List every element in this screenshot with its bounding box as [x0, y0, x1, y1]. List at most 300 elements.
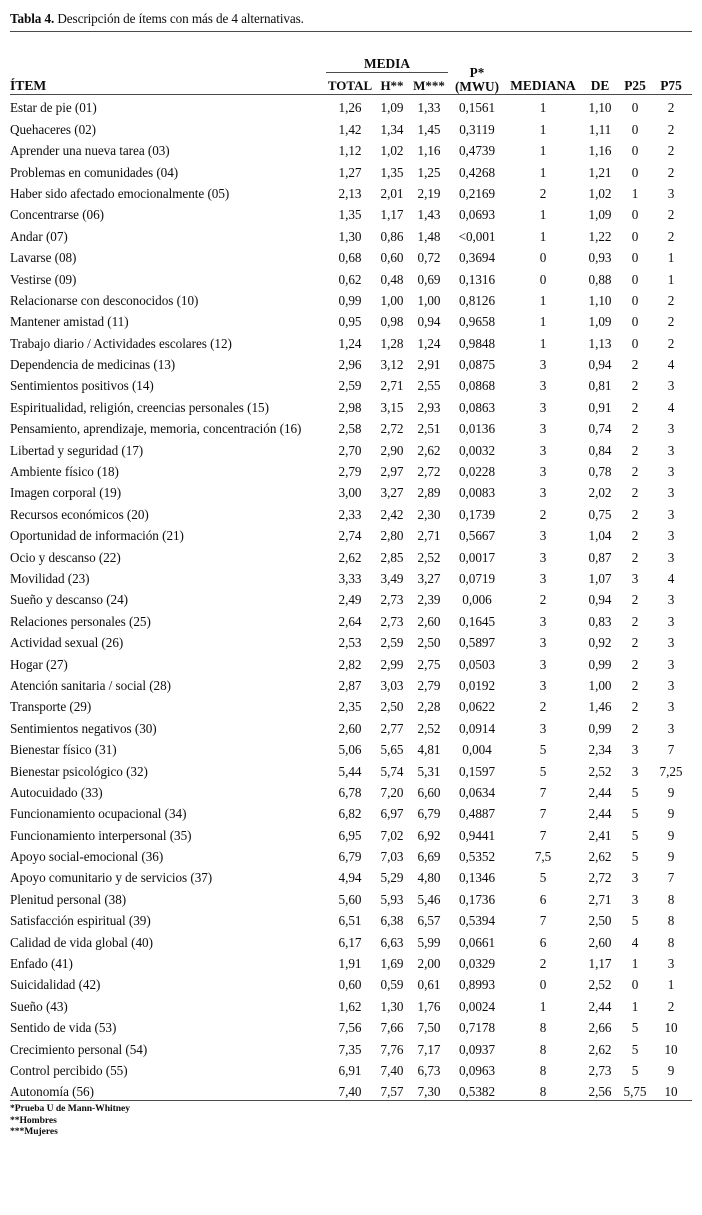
cell-p75: 3	[667, 378, 675, 394]
cell-p: 0,1645	[459, 613, 495, 629]
cell-item-label: Oportunidad de información (21)	[10, 528, 184, 544]
cell-item-label: Aprender una nueva tarea (03)	[10, 143, 170, 159]
cell-item-label: Mantener amistad (11)	[10, 314, 129, 330]
cell-p: 0,5897	[459, 635, 495, 651]
cell-item-label: Suicidalidad (42)	[10, 977, 101, 993]
cell-h: 1,69	[380, 956, 404, 972]
cell-m: 6,57	[417, 913, 441, 929]
table-row	[10, 630, 692, 651]
cell-m: 6,60	[417, 784, 441, 800]
cell-h: 2,73	[380, 613, 404, 629]
cell-de: 2,52	[588, 763, 612, 779]
cell-p: 0,8993	[459, 977, 495, 993]
cell-m: 0,61	[417, 977, 441, 993]
cell-m: 2,50	[417, 635, 441, 651]
cell-total: 2,60	[338, 720, 362, 736]
cell-mediana: 1	[539, 335, 547, 351]
cell-total: 1,62	[338, 998, 362, 1014]
table-row	[10, 288, 692, 309]
cell-p25: 2	[631, 656, 639, 672]
cell-item-label: Transporte (29)	[10, 699, 92, 715]
cell-item-label: Calidad de vida global (40)	[10, 934, 153, 950]
table-row	[10, 886, 692, 907]
table-row	[10, 822, 692, 843]
cell-p: 0,8126	[459, 292, 495, 308]
cell-mediana: 1	[539, 228, 547, 244]
items-description-table	[10, 32, 692, 94]
column-header-mediana: MEDIANA	[510, 78, 576, 93]
cell-m: 6,92	[417, 827, 441, 843]
cell-p: 0,2169	[459, 185, 495, 201]
cell-p25: 2	[631, 421, 639, 437]
cell-p25: 1	[631, 998, 639, 1014]
table-row	[10, 651, 692, 672]
cell-p25: 0	[631, 100, 639, 116]
cell-h: 1,30	[380, 998, 404, 1014]
cell-p75: 2	[667, 314, 675, 330]
cell-p25: 5	[631, 1020, 639, 1036]
cell-p75: 2	[667, 998, 675, 1014]
cell-mediana: 8	[539, 1084, 547, 1100]
cell-h: 1,00	[380, 292, 404, 308]
cell-item-label: Crecimiento personal (54)	[10, 1041, 148, 1057]
cell-p75: 3	[667, 613, 675, 629]
cell-de: 2,73	[588, 1062, 612, 1078]
cell-mediana: 0	[539, 271, 547, 287]
cell-h: 1,35	[380, 164, 404, 180]
cell-p: 0,9658	[459, 314, 495, 330]
cell-mediana: 1	[539, 100, 547, 116]
cell-p: 0,0503	[459, 656, 495, 672]
table-row	[10, 202, 692, 223]
cell-h: 5,93	[380, 891, 404, 907]
cell-m: 1,43	[417, 207, 441, 223]
cell-m: 2,39	[417, 592, 441, 608]
cell-item-label: Libertad y seguridad (17)	[10, 442, 144, 458]
cell-p25: 2	[631, 720, 639, 736]
table-row	[10, 416, 692, 437]
cell-p75: 3	[667, 464, 675, 480]
cell-item-label: Lavarse (08)	[10, 250, 77, 266]
cell-mediana: 1	[539, 998, 547, 1014]
cell-mediana: 7	[539, 913, 547, 929]
cell-h: 3,03	[380, 677, 404, 693]
table-row	[10, 266, 692, 287]
cell-h: 1,28	[380, 335, 404, 351]
cell-total: 0,60	[338, 977, 362, 993]
cell-mediana: 3	[539, 635, 547, 651]
cell-p: 0,1561	[459, 100, 495, 116]
cell-item-label: Autocuidado (33)	[10, 784, 103, 800]
cell-p: 0,4887	[459, 806, 495, 822]
cell-h: 0,60	[380, 250, 404, 266]
cell-item-label: Control percibido (55)	[10, 1062, 128, 1078]
cell-mediana: 3	[539, 570, 547, 586]
column-header-p-mwu	[448, 32, 506, 94]
cell-de: 1,09	[588, 314, 612, 330]
cell-p25: 5	[631, 849, 639, 865]
cell-p: 0,0868	[459, 378, 495, 394]
cell-item-label: Ocio y descanso (22)	[10, 549, 121, 565]
cell-p75: 2	[667, 143, 675, 159]
cell-total: 2,53	[338, 635, 362, 651]
cell-h: 0,59	[380, 977, 404, 993]
cell-total: 0,99	[338, 292, 362, 308]
cell-p: 0,0963	[459, 1062, 495, 1078]
table-row	[10, 758, 692, 779]
cell-p75: 3	[667, 185, 675, 201]
cell-m: 2,51	[417, 421, 441, 437]
cell-mediana: 7	[539, 806, 547, 822]
cell-de: 2,72	[588, 870, 612, 886]
cell-m: 2,72	[417, 464, 441, 480]
cell-de: 0,88	[588, 271, 612, 287]
cell-de: 1,07	[588, 570, 612, 586]
cell-h: 2,77	[380, 720, 404, 736]
cell-de: 2,44	[588, 806, 612, 822]
cell-item-label: Bienestar psicológico (32)	[10, 763, 148, 779]
cell-p75: 7	[667, 870, 675, 886]
cell-de: 1,00	[588, 677, 612, 693]
cell-mediana: 3	[539, 656, 547, 672]
cell-p: 0,0875	[459, 357, 495, 373]
cell-m: 3,27	[417, 570, 441, 586]
table-row	[10, 544, 692, 565]
cell-p25: 0	[631, 250, 639, 266]
cell-p: 0,1597	[459, 763, 495, 779]
cell-p25: 0	[631, 143, 639, 159]
cell-p75: 3	[667, 677, 675, 693]
cell-p25: 2	[631, 592, 639, 608]
cell-p75: 7,25	[659, 763, 683, 779]
cell-m: 2,28	[417, 699, 441, 715]
cell-de: 1,10	[588, 292, 612, 308]
cell-m: 2,89	[417, 485, 441, 501]
cell-p25: 2	[631, 378, 639, 394]
cell-m: 1,48	[417, 228, 441, 244]
cell-h: 2,71	[380, 378, 404, 394]
table-caption	[10, 0, 692, 31]
cell-p75: 9	[667, 1062, 675, 1078]
cell-h: 2,85	[380, 549, 404, 565]
cell-m: 7,17	[417, 1041, 441, 1057]
cell-m: 2,52	[417, 720, 441, 736]
table-row	[10, 587, 692, 608]
cell-mediana: 1	[539, 121, 547, 137]
cell-h: 6,38	[380, 913, 404, 929]
cell-p25: 3	[631, 763, 639, 779]
cell-de: 0,74	[588, 421, 612, 437]
cell-total: 2,62	[338, 549, 362, 565]
table-row	[10, 673, 692, 694]
cell-p25: 2	[631, 549, 639, 565]
cell-p25: 2	[631, 699, 639, 715]
cell-h: 2,99	[380, 656, 404, 672]
cell-p25: 5	[631, 827, 639, 843]
cell-de: 1,09	[588, 207, 612, 223]
cell-total: 3,33	[338, 570, 362, 586]
cell-mediana: 7	[539, 784, 547, 800]
cell-item-label: Enfado (41)	[10, 956, 73, 972]
cell-m: 4,80	[417, 870, 441, 886]
cell-mediana: 3	[539, 528, 547, 544]
cell-mediana: 2	[539, 185, 547, 201]
cell-h: 2,42	[380, 506, 404, 522]
cell-de: 0,91	[588, 399, 612, 415]
cell-p: 0,7178	[459, 1020, 495, 1036]
cell-h: 7,40	[380, 1062, 404, 1078]
cell-total: 7,35	[338, 1041, 362, 1057]
cell-p25: 3	[631, 742, 639, 758]
cell-de: 0,84	[588, 442, 612, 458]
table-row	[10, 373, 692, 394]
cell-item-label: Andar (07)	[10, 228, 68, 244]
cell-p75: 2	[667, 121, 675, 137]
table-row	[10, 1079, 692, 1100]
cell-h: 2,01	[380, 185, 404, 201]
cell-h: 7,66	[380, 1020, 404, 1036]
cell-de: 0,99	[588, 656, 612, 672]
cell-p: 0,004	[462, 742, 492, 758]
cell-de: 0,75	[588, 506, 612, 522]
cell-m: 2,30	[417, 506, 441, 522]
cell-de: 2,44	[588, 998, 612, 1014]
column-header-hombres: H**	[380, 78, 404, 93]
cell-total: 1,12	[338, 143, 362, 159]
cell-mediana: 1	[539, 314, 547, 330]
cell-item-label: Espiritualidad, religión, creencias personales (15)	[10, 399, 269, 415]
cell-de: 2,71	[588, 891, 612, 907]
cell-total: 1,91	[338, 956, 362, 972]
cell-h: 7,02	[380, 827, 404, 843]
cell-p25: 1	[631, 956, 639, 972]
cell-h: 2,59	[380, 635, 404, 651]
cell-total: 1,30	[338, 228, 362, 244]
cell-de: 1,46	[588, 699, 612, 715]
table-body	[10, 95, 692, 1100]
cell-p25: 1	[631, 185, 639, 201]
table-row	[10, 116, 692, 137]
cell-m: 6,73	[417, 1062, 441, 1078]
cell-p75: 9	[667, 827, 675, 843]
cell-p: 0,0661	[459, 934, 495, 950]
cell-total: 1,35	[338, 207, 362, 223]
table-row	[10, 501, 692, 522]
cell-p75: 3	[667, 528, 675, 544]
cell-h: 6,97	[380, 806, 404, 822]
cell-p75: 2	[667, 164, 675, 180]
cell-m: 0,72	[417, 250, 441, 266]
cell-item-label: Pensamiento, aprendizaje, memoria, concentración (16)	[10, 421, 302, 437]
cell-de: 1,02	[588, 185, 612, 201]
table-row	[10, 801, 692, 822]
cell-de: 0,87	[588, 549, 612, 565]
cell-h: 3,27	[380, 485, 404, 501]
cell-de: 2,44	[588, 784, 612, 800]
table-row	[10, 929, 692, 950]
cell-item-label: Sentimientos negativos (30)	[10, 720, 157, 736]
table-row	[10, 993, 692, 1014]
cell-p: 0,4268	[459, 164, 495, 180]
cell-de: 0,92	[588, 635, 612, 651]
cell-h: 7,03	[380, 849, 404, 865]
cell-h: 2,73	[380, 592, 404, 608]
table-row	[10, 352, 692, 373]
cell-mediana: 3	[539, 357, 547, 373]
cell-p75: 3	[667, 956, 675, 972]
cell-p: 0,3694	[459, 250, 495, 266]
cell-item-label: Funcionamiento interpersonal (35)	[10, 827, 192, 843]
cell-h: 7,20	[380, 784, 404, 800]
column-header-p-line1: P*	[469, 65, 485, 80]
cell-p25: 0	[631, 121, 639, 137]
cell-p: 0,5352	[459, 849, 495, 865]
cell-mediana: 2	[539, 592, 547, 608]
cell-de: 2,02	[588, 485, 612, 501]
cell-p: 0,006	[462, 592, 492, 608]
cell-p25: 2	[631, 528, 639, 544]
cell-item-label: Imagen corporal (19)	[10, 485, 122, 501]
cell-total: 1,27	[338, 164, 362, 180]
cell-total: 2,82	[338, 656, 362, 672]
cell-m: 1,76	[417, 998, 441, 1014]
column-header-p75: P75	[660, 78, 682, 93]
cell-item-label: Dependencia de medicinas (13)	[10, 357, 176, 373]
cell-p25: 4	[631, 934, 639, 950]
cell-mediana: 7,5	[534, 849, 552, 865]
cell-item-label: Recursos económicos (20)	[10, 506, 149, 522]
cell-p: 0,0024	[459, 998, 495, 1014]
cell-h: 3,49	[380, 570, 404, 586]
cell-p25: 2	[631, 677, 639, 693]
cell-de: 1,16	[588, 143, 612, 159]
cell-de: 2,52	[588, 977, 612, 993]
table-row	[10, 715, 692, 736]
cell-p: 0,5394	[459, 913, 495, 929]
cell-h: 1,09	[380, 100, 404, 116]
cell-total: 2,35	[338, 699, 362, 715]
cell-de: 0,93	[588, 250, 612, 266]
cell-p75: 1	[667, 250, 675, 266]
cell-mediana: 1	[539, 143, 547, 159]
cell-m: 6,69	[417, 849, 441, 865]
table-caption-label: Tabla 4.	[10, 11, 55, 26]
cell-h: 2,97	[380, 464, 404, 480]
cell-item-label: Relacionarse con desconocidos (10)	[10, 292, 199, 308]
cell-p: 0,0136	[459, 421, 495, 437]
cell-m: 1,33	[417, 100, 441, 116]
cell-p: 0,5667	[459, 528, 495, 544]
cell-mediana: 3	[539, 464, 547, 480]
cell-de: 2,62	[588, 849, 612, 865]
cell-m: 2,91	[417, 357, 441, 373]
cell-p: 0,0693	[459, 207, 495, 223]
cell-de: 0,94	[588, 592, 612, 608]
cell-h: 7,57	[380, 1084, 404, 1100]
column-header-p25: P25	[624, 78, 646, 93]
cell-mediana: 3	[539, 421, 547, 437]
cell-m: 4,81	[417, 742, 441, 758]
cell-p25: 2	[631, 506, 639, 522]
cell-p75: 4	[667, 399, 675, 415]
cell-p25: 2	[631, 464, 639, 480]
cell-p75: 3	[667, 720, 675, 736]
cell-p75: 3	[667, 506, 675, 522]
table-row	[10, 566, 692, 587]
cell-p25: 2	[631, 635, 639, 651]
cell-total: 2,59	[338, 378, 362, 394]
cell-item-label: Haber sido afectado emocionalmente (05)	[10, 185, 230, 201]
cell-p: 0,0622	[459, 699, 495, 715]
cell-p75: 2	[667, 292, 675, 308]
cell-mediana: 3	[539, 549, 547, 565]
cell-item-label: Autonomía (56)	[10, 1084, 94, 1100]
cell-p75: 9	[667, 784, 675, 800]
table-row	[10, 780, 692, 801]
cell-p: 0,1346	[459, 870, 495, 886]
cell-total: 2,33	[338, 506, 362, 522]
cell-total: 6,79	[338, 849, 362, 865]
cell-p75: 8	[667, 891, 675, 907]
cell-mediana: 2	[539, 506, 547, 522]
cell-m: 5,31	[417, 763, 441, 779]
cell-mediana: 5	[539, 870, 547, 886]
cell-item-label: Vestirse (09)	[10, 271, 77, 287]
table-row	[10, 159, 692, 180]
cell-item-label: Apoyo social-emocional (36)	[10, 849, 164, 865]
cell-p: 0,0032	[459, 442, 495, 458]
table-row	[10, 1015, 692, 1036]
cell-item-label: Hogar (27)	[10, 656, 68, 672]
cell-p: 0,9848	[459, 335, 495, 351]
cell-h: 5,65	[380, 742, 404, 758]
cell-item-label: Actividad sexual (26)	[10, 635, 124, 651]
cell-de: 1,22	[588, 228, 612, 244]
table-row	[10, 309, 692, 330]
cell-total: 6,95	[338, 827, 362, 843]
cell-de: 0,83	[588, 613, 612, 629]
cell-mediana: 3	[539, 613, 547, 629]
cell-p75: 7	[667, 742, 675, 758]
cell-item-label: Atención sanitaria / social (28)	[10, 677, 171, 693]
cell-item-label: Sueño (43)	[10, 998, 68, 1014]
cell-total: 0,68	[338, 250, 362, 266]
cell-h: 3,15	[380, 399, 404, 415]
cell-p75: 3	[667, 485, 675, 501]
cell-mediana: 3	[539, 485, 547, 501]
cell-p: 0,0937	[459, 1041, 495, 1057]
cell-item-label: Ambiente físico (18)	[10, 464, 119, 480]
cell-h: 2,50	[380, 699, 404, 715]
column-header-mujeres: M***	[413, 78, 445, 93]
cell-p25: 0	[631, 335, 639, 351]
cell-p: 0,0083	[459, 485, 495, 501]
cell-mediana: 1	[539, 292, 547, 308]
cell-item-label: Plenitud personal (38)	[10, 891, 127, 907]
cell-mediana: 1	[539, 164, 547, 180]
cell-mediana: 8	[539, 1041, 547, 1057]
table-row	[10, 1036, 692, 1057]
cell-de: 2,34	[588, 742, 612, 758]
cell-p: 0,0329	[459, 956, 495, 972]
cell-de: 1,17	[588, 956, 612, 972]
cell-p25: 5	[631, 913, 639, 929]
header-row-primary	[10, 32, 692, 73]
cell-total: 1,26	[338, 100, 362, 116]
cell-h: 1,17	[380, 207, 404, 223]
cell-total: 2,79	[338, 464, 362, 480]
cell-m: 0,94	[417, 314, 441, 330]
